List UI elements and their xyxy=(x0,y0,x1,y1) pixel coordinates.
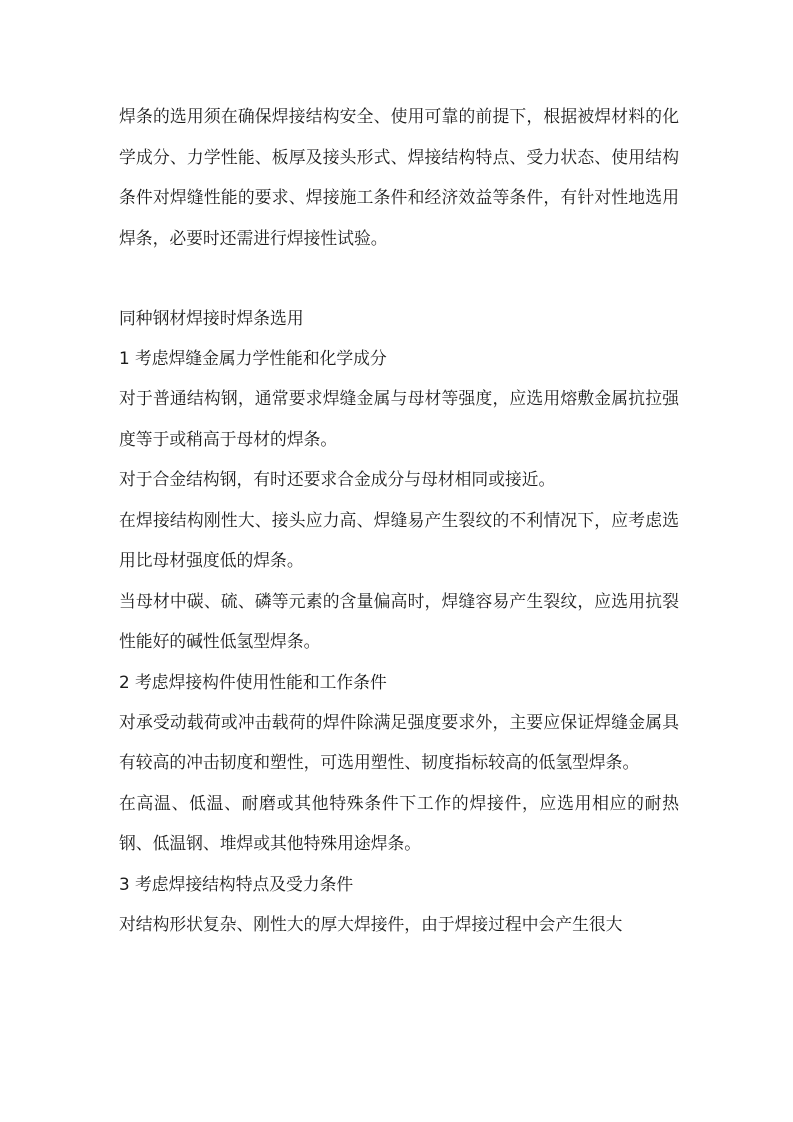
item-1-paragraph-4: 当母材中碳、硫、磷等元素的含量偏高时，焊缝容易产生裂纹，应选用抗裂性能好的碱性低氢型焊条。 xyxy=(119,590,679,652)
item-1-heading: 1 考虑焊缝金属力学性能和化学成分 xyxy=(119,348,387,369)
document-body xyxy=(119,96,679,944)
item-1-paragraph-3: 在焊接结构刚性大、接头应力高、焊缝易产生裂纹的不利情况下，应考虑选用比母材强度低的焊条。 xyxy=(119,509,679,571)
paragraph-gap xyxy=(119,258,679,298)
item-1-paragraph-2: 对于合金结构钢，有时还要求合金成分与母材相同或接近。 xyxy=(119,469,556,490)
intro-paragraph: 焊条的选用须在确保焊接结构安全、使用可靠的前提下，根据被焊材料的化学成分、力学性能、板厚及接头形式、焊接结构特点、受力状态、使用结构条件对焊缝性能的要求、焊接施工条件和经济效益等条件，有针对性地选用焊条，必要时还需进行焊接性试验。 xyxy=(119,106,679,248)
item-3-heading: 3 考虑焊接结构特点及受力条件 xyxy=(119,873,354,894)
item-2-paragraph-2: 在高温、低温、耐磨或其他特殊条件下工作的焊接件，应选用相应的耐热钢、低温钢、堆焊或其他特殊用途焊条。 xyxy=(119,792,679,854)
item-2-heading: 2 考虑焊接构件使用性能和工作条件 xyxy=(119,671,387,692)
item-1-paragraph-1: 对于普通结构钢，通常要求焊缝金属与母材等强度，应选用熔敷金属抗拉强度等于或稍高于母材的焊条。 xyxy=(119,388,679,449)
section-title: 同种钢材焊接时焊条选用 xyxy=(119,308,304,329)
item-3-paragraph-1: 对结构形状复杂、刚性大的厚大焊接件，由于焊接过程中会产生很大 xyxy=(119,913,623,934)
item-2-paragraph-1: 对承受动载荷或冲击载荷的焊件除满足强度要求外，主要应保证焊缝金属具有较高的冲击韧度和塑性，可选用塑性、韧度指标较高的低氢型焊条。 xyxy=(119,711,679,773)
